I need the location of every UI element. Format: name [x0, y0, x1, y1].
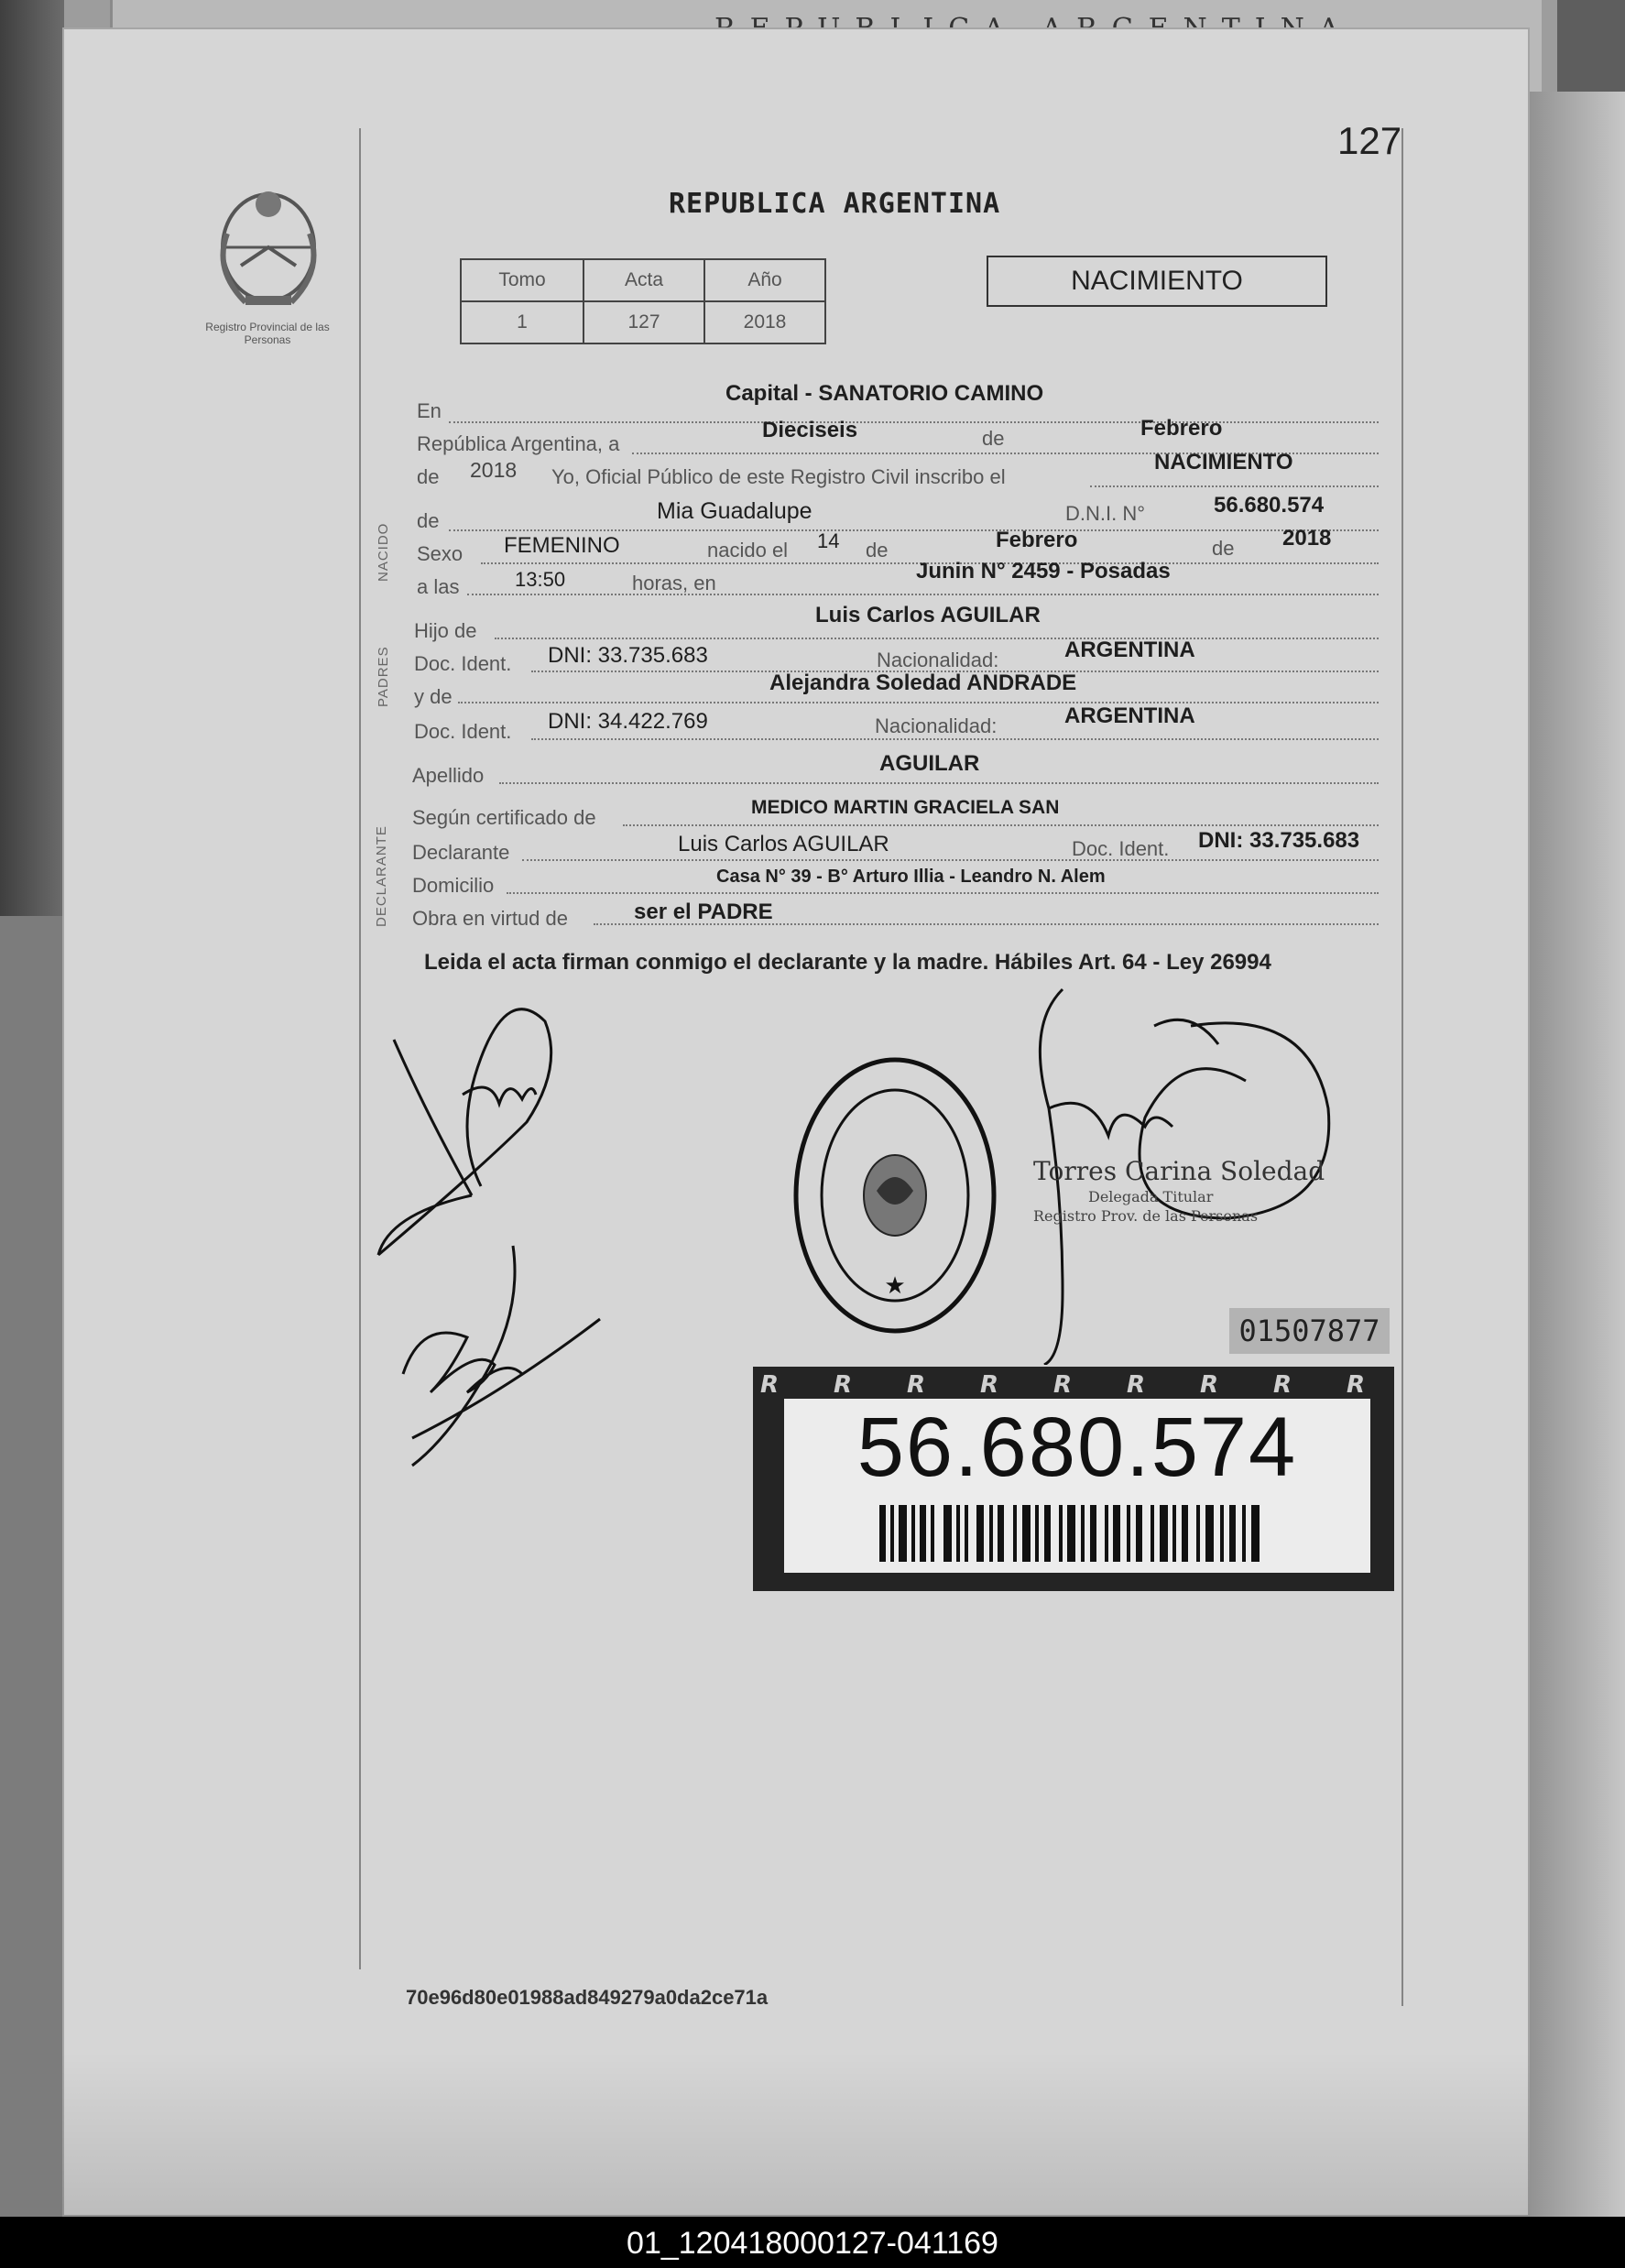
act-type-value: NACIMIENTO [1154, 450, 1293, 474]
label-sexo: Sexo [417, 542, 464, 565]
value-acta: 127 [583, 301, 704, 343]
security-letter: R [1053, 1371, 1073, 1399]
label-de: de [982, 427, 1005, 450]
dotted-line [499, 782, 1379, 784]
security-letter: R [1127, 1371, 1146, 1399]
barcode [879, 1505, 1264, 1562]
father-name-value: Luis Carlos AGUILAR [815, 603, 1041, 627]
birth-year-value: 2018 [1282, 526, 1332, 551]
label-nacido-el: nacido el [707, 539, 789, 562]
registry-label: Registro Provincial de las Personas [205, 321, 330, 346]
section-declarante: DECLARANTE [374, 825, 389, 927]
label-doc-ident: Doc. Ident. [1072, 837, 1170, 860]
hash-code: 70e96d80e01988ad849279a0da2ce71a [406, 1986, 769, 2009]
label-en: En [417, 399, 442, 422]
label-horas-en: horas, en [632, 572, 716, 594]
dotted-line [1090, 485, 1379, 487]
registry-seal [790, 1053, 1000, 1337]
place-value: Capital - SANATORIO CAMINO [725, 381, 1044, 406]
official-role: Delegada Titular [1088, 1188, 1214, 1205]
act-table-value-row [461, 301, 825, 343]
registration-year-value: 2018 [470, 458, 518, 482]
official-registry: Registro Prov. de las Personas [1033, 1207, 1259, 1225]
dotted-line [458, 702, 1379, 703]
label-obra-en-virtud: Obra en virtud de [412, 907, 568, 930]
serial-number: 01507877 [1229, 1308, 1390, 1354]
curled-page-edge [0, 916, 64, 2217]
domicile-value: Casa N° 39 - B° Arturo Illia - Leandro N. Alem [716, 867, 1106, 887]
act-table-header-row [461, 259, 825, 301]
right-page-stack [1521, 92, 1625, 2217]
value-ano: 2018 [704, 301, 825, 343]
signature-declarant [371, 985, 591, 1259]
registration-month-value: Febrero [1140, 416, 1223, 441]
label-hijo-de: Hijo de [414, 619, 477, 642]
header-tomo: Tomo [461, 259, 583, 301]
label-de: de [417, 465, 440, 488]
file-caption: 01_120418000127-041169 [627, 2226, 998, 2261]
label-doc-ident: Doc. Ident. [414, 652, 512, 675]
mother-name-value: Alejandra Soledad ANDRADE [769, 671, 1077, 695]
birth-month-value: Febrero [996, 528, 1078, 552]
dotted-line [507, 892, 1379, 894]
document-title: REPUBLICA ARGENTINA [669, 188, 1001, 220]
sex-value: FEMENINO [504, 533, 620, 558]
dotted-line [522, 859, 1379, 861]
label-yo-oficial: Yo, Oficial Público de este Registro Civil inscribo el [551, 465, 1006, 488]
declarant-name-value: Luis Carlos AGUILAR [678, 832, 889, 856]
label-de: de [866, 539, 889, 562]
security-letter: R [760, 1371, 780, 1399]
section-nacido: NACIDO [376, 522, 391, 582]
dotted-line [623, 824, 1379, 826]
label-doc-ident: Doc. Ident. [414, 720, 512, 743]
dotted-line [449, 529, 1379, 531]
label-domicilio: Domicilio [412, 874, 495, 897]
security-letter: R [1200, 1371, 1219, 1399]
legal-note: Leida el acta firman conmigo el declarante y la madre. Hábiles Art. 64 - Ley 26994 [424, 950, 1271, 975]
left-margin-line [359, 128, 361, 1969]
security-letter: R [834, 1371, 853, 1399]
label-y-de: y de [414, 685, 453, 708]
page-number: 127 [1337, 119, 1402, 162]
label-de: de [1212, 537, 1235, 560]
dotted-line [449, 421, 1379, 423]
header-acta: Acta [583, 259, 704, 301]
dotted-line [495, 638, 1379, 639]
label-dni: D.N.I. N° [1065, 502, 1146, 525]
certificate-value: MEDICO MARTIN GRACIELA SAN [751, 797, 1060, 818]
declarant-doc-value: DNI: 33.735.683 [1198, 828, 1360, 853]
svg-text:★: ★ [884, 1272, 906, 1300]
value-tomo: 1 [461, 301, 583, 343]
child-dni-value: 56.680.574 [1214, 493, 1325, 518]
sheet-shadow [62, 2052, 1530, 2217]
dotted-line [531, 738, 1379, 740]
label-republica: República Argentina, a [417, 432, 620, 455]
label-nacionalidad: Nacionalidad: [877, 649, 999, 671]
birth-time-value: 13:50 [515, 568, 566, 591]
header-ano: Año [704, 259, 825, 301]
security-letter: R [907, 1371, 926, 1399]
registration-day-value: Dieciseis [762, 418, 858, 442]
official-name: Torres Carina Soledad [1033, 1156, 1325, 1186]
act-type-box: NACIMIENTO [987, 256, 1327, 307]
dni-number: 56.680.574 [856, 1401, 1298, 1494]
child-name-value: Mia Guadalupe [657, 498, 812, 524]
coat-of-arms-icon [209, 179, 328, 316]
mother-nationality-value: ARGENTINA [1064, 703, 1195, 728]
label-de: de [417, 509, 440, 532]
signature-mother [394, 1237, 614, 1475]
section-padres: PADRES [376, 646, 391, 707]
label-apellido: Apellido [412, 764, 485, 787]
label-declarante: Declarante [412, 841, 510, 864]
label-nacionalidad: Nacionalidad: [875, 714, 998, 737]
by-virtue-value: ser el PADRE [634, 900, 773, 924]
label-segun-certificado: Según certificado de [412, 806, 596, 829]
security-letter: R [980, 1371, 999, 1399]
mother-doc-value: DNI: 34.422.769 [548, 709, 708, 734]
label-a-las: a las [417, 575, 460, 598]
security-letter: R [1273, 1371, 1292, 1399]
father-nationality-value: ARGENTINA [1064, 638, 1195, 662]
surname-value: AGUILAR [879, 751, 980, 776]
dotted-line [467, 594, 1379, 595]
birth-day-value: 14 [817, 529, 840, 552]
security-letter: R [1347, 1371, 1366, 1399]
act-reference-table [460, 258, 826, 344]
right-margin-line [1401, 128, 1403, 2006]
birth-place-value: Junin N° 2459 - Posadas [916, 559, 1171, 583]
father-doc-value: DNI: 33.735.683 [548, 643, 708, 668]
